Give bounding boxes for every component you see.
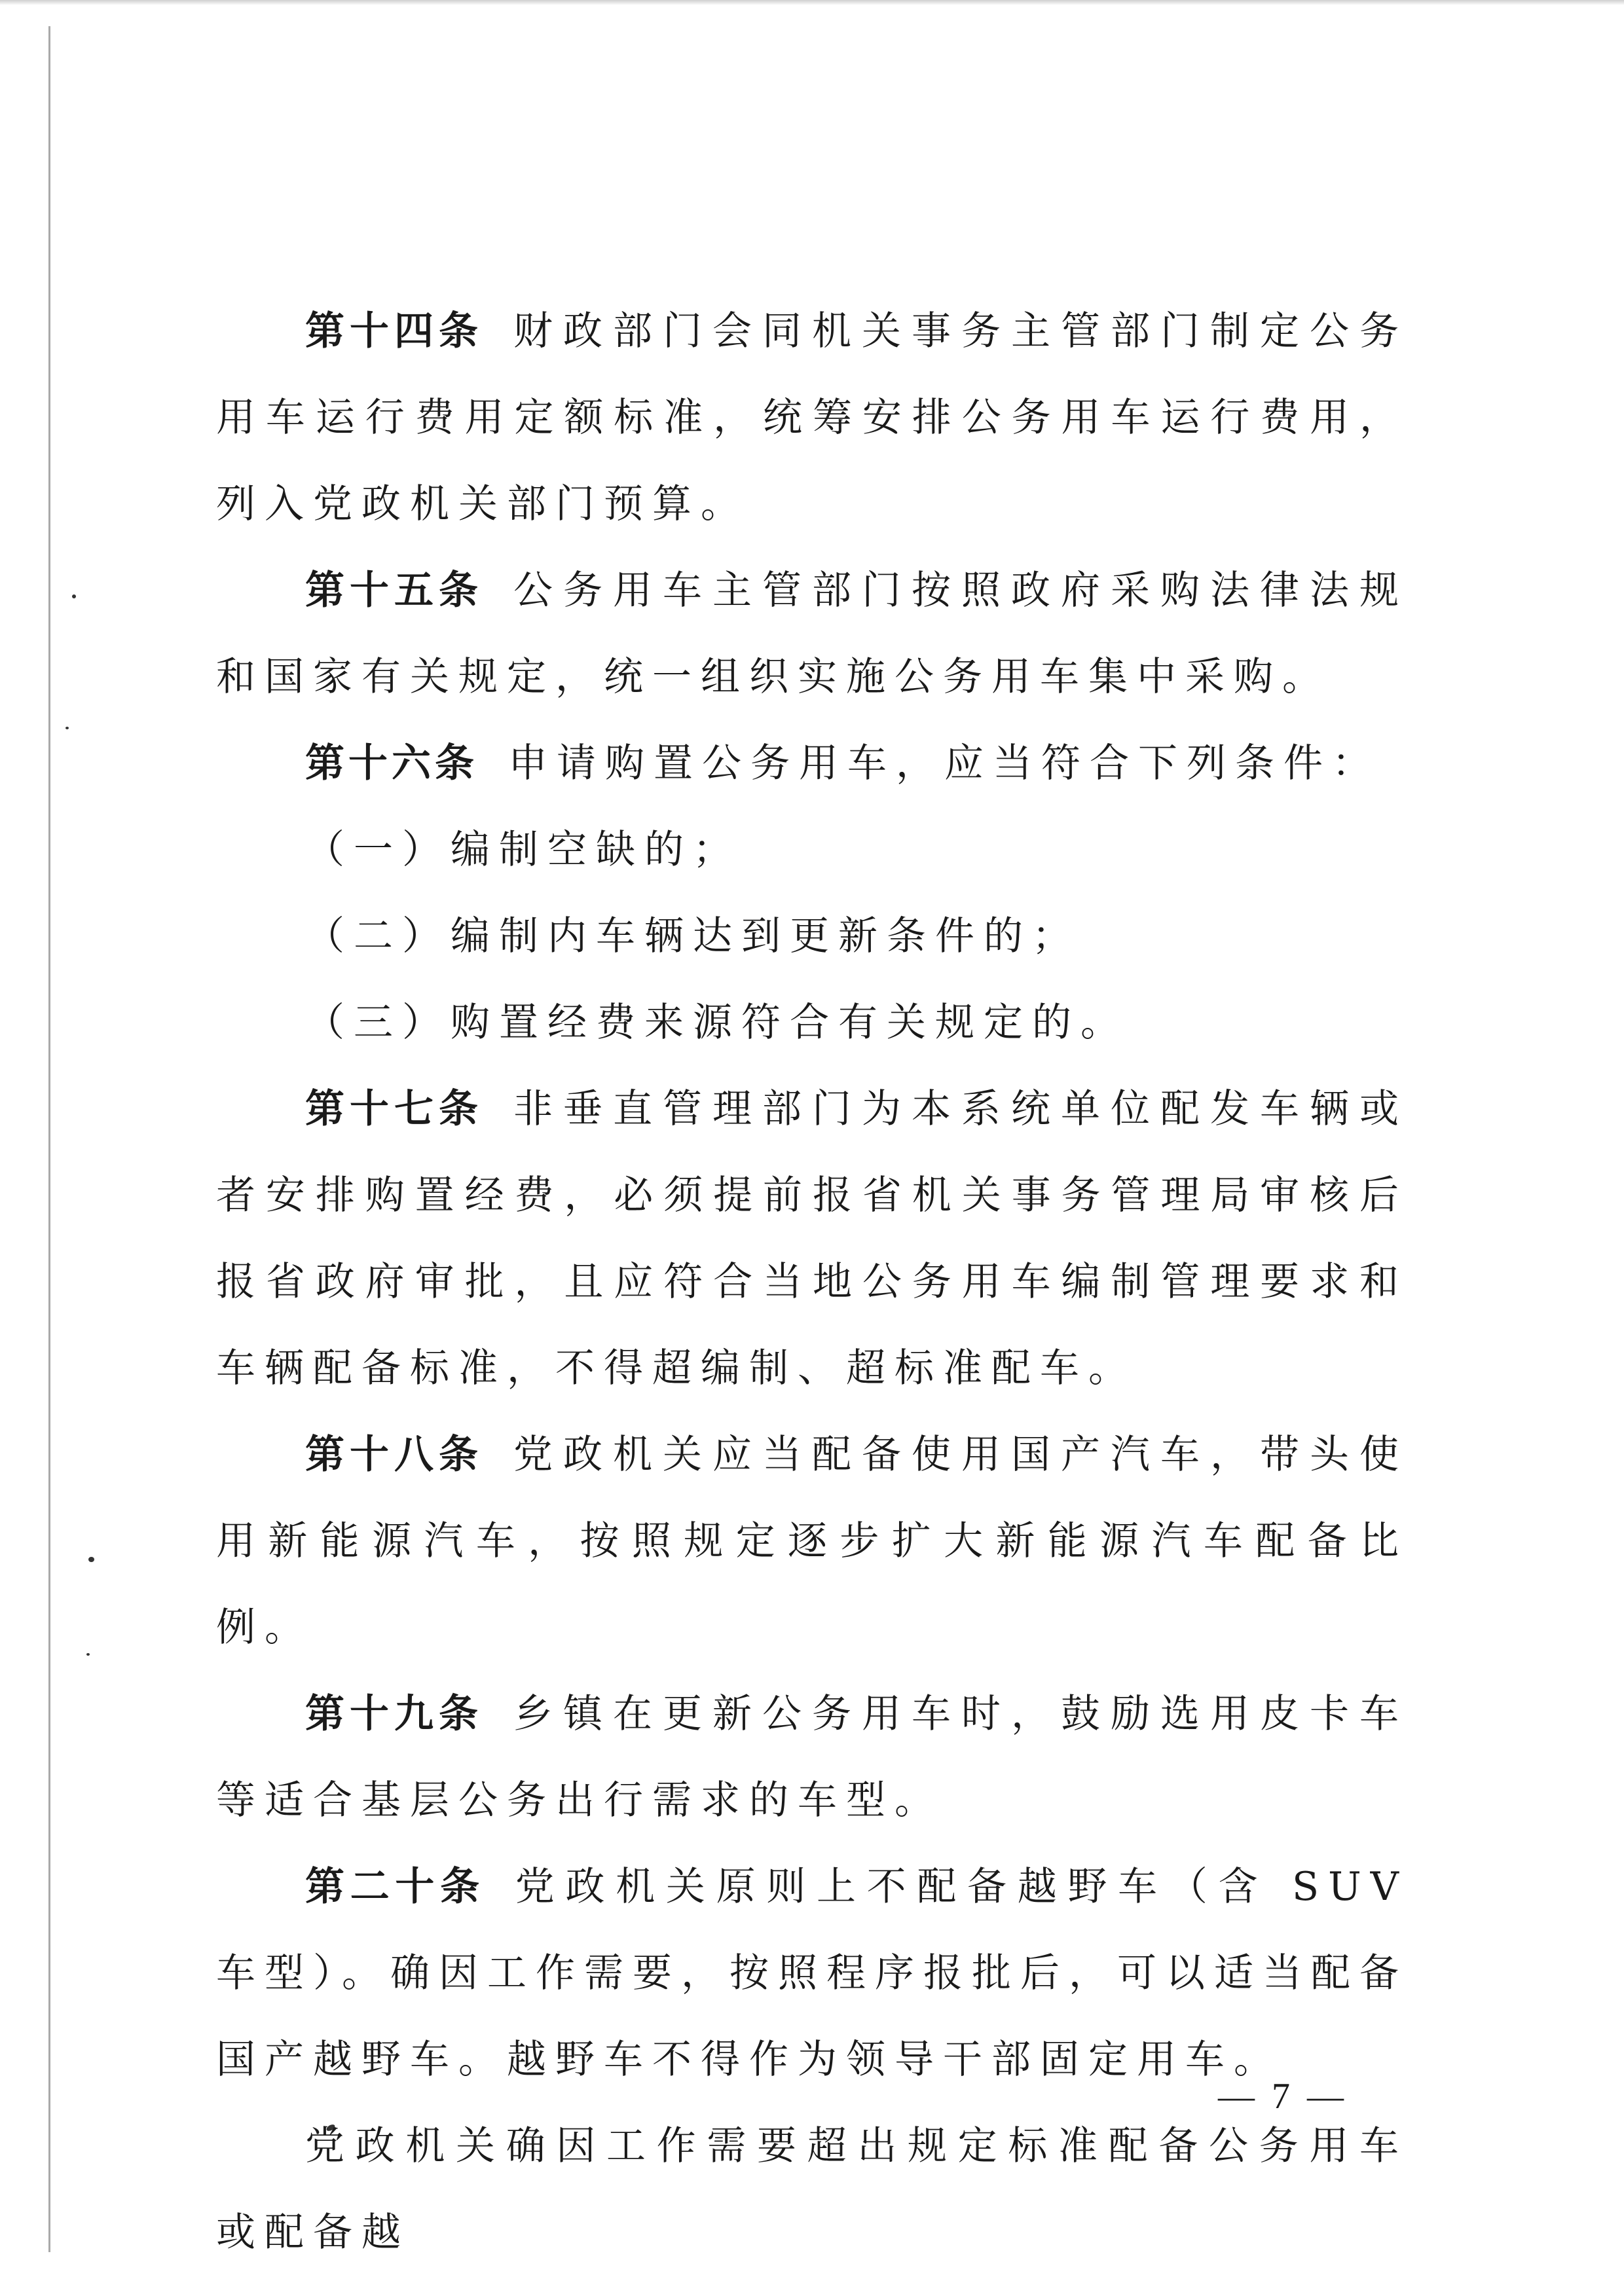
page-number: — 7 — [1218,2076,1348,2117]
article-number: 第二十条 [305,1864,485,1910]
article-text: 乡镇在更新公务用车时，鼓励选用皮卡车等适合基层公务出行需求的车型。 [216,1691,1408,1823]
article-20-continuation: 党政机关确因工作需要超出规定标准配备公务用车或配备越 [216,2123,1408,2255]
article-14 [216,288,1408,547]
article-18 [216,1412,1408,1671]
scan-speck [86,1653,90,1656]
article-16 [216,720,1408,807]
article-number: 第十五条 [305,568,483,613]
document-body [216,288,1408,2276]
article-number: 第十八条 [305,1432,483,1478]
list-item: （二）编制内车辆达到更新条件的； [305,913,1080,959]
article-20 [216,1844,1408,2103]
scan-margin-line [48,26,50,2252]
article-17 [216,1066,1408,1412]
article-number: 第十四条 [305,308,483,354]
article-text: 财政部门会同机关事务主管部门制定公务用车运行费用定额标准，统筹安排公务用车运行费用，列入党政机关部门预算。 [216,308,1408,527]
article-number: 第十七条 [305,1086,483,1132]
article-text: 非垂直管理部门为本系统单位配发车辆或者安排购置经费，必须提前报省机关事务管理局审核后报省政府审批，且应符合当地公务用车编制管理要求和车辆配备标准，不得超编制、超标准配车。 [216,1086,1408,1391]
article-number: 第十九条 [305,1691,483,1737]
scan-speck [72,594,76,598]
article-19 [216,1671,1408,1844]
article-text: 申请购置公务用车，应当符合下列条件： [508,740,1380,786]
scan-speck [65,727,69,729]
article-text: 党政机关原则上不配备越野车（含 SUV 车型）。确因工作需要，按照程序报批后，可以适当配备国产越野车。越野车不得作为领导干部固定用车。 [216,1864,1409,2083]
list-item: （三）购置经费来源符合有关规定的。 [305,1000,1129,1046]
list-item: （一）编制空缺的； [305,827,741,873]
scan-edge [0,0,1624,5]
article-text: 党政机关应当配备使用国产汽车，带头使用新能源汽车，按照规定逐步扩大新能源汽车配备比例。 [216,1432,1408,1650]
scan-speck [88,1557,94,1562]
article-text: 公务用车主管部门按照政府采购法律法规和国家有关规定，统一组织实施公务用车集中采购。 [216,568,1408,700]
article-number: 第十六条 [305,740,478,786]
article-15 [216,547,1408,720]
